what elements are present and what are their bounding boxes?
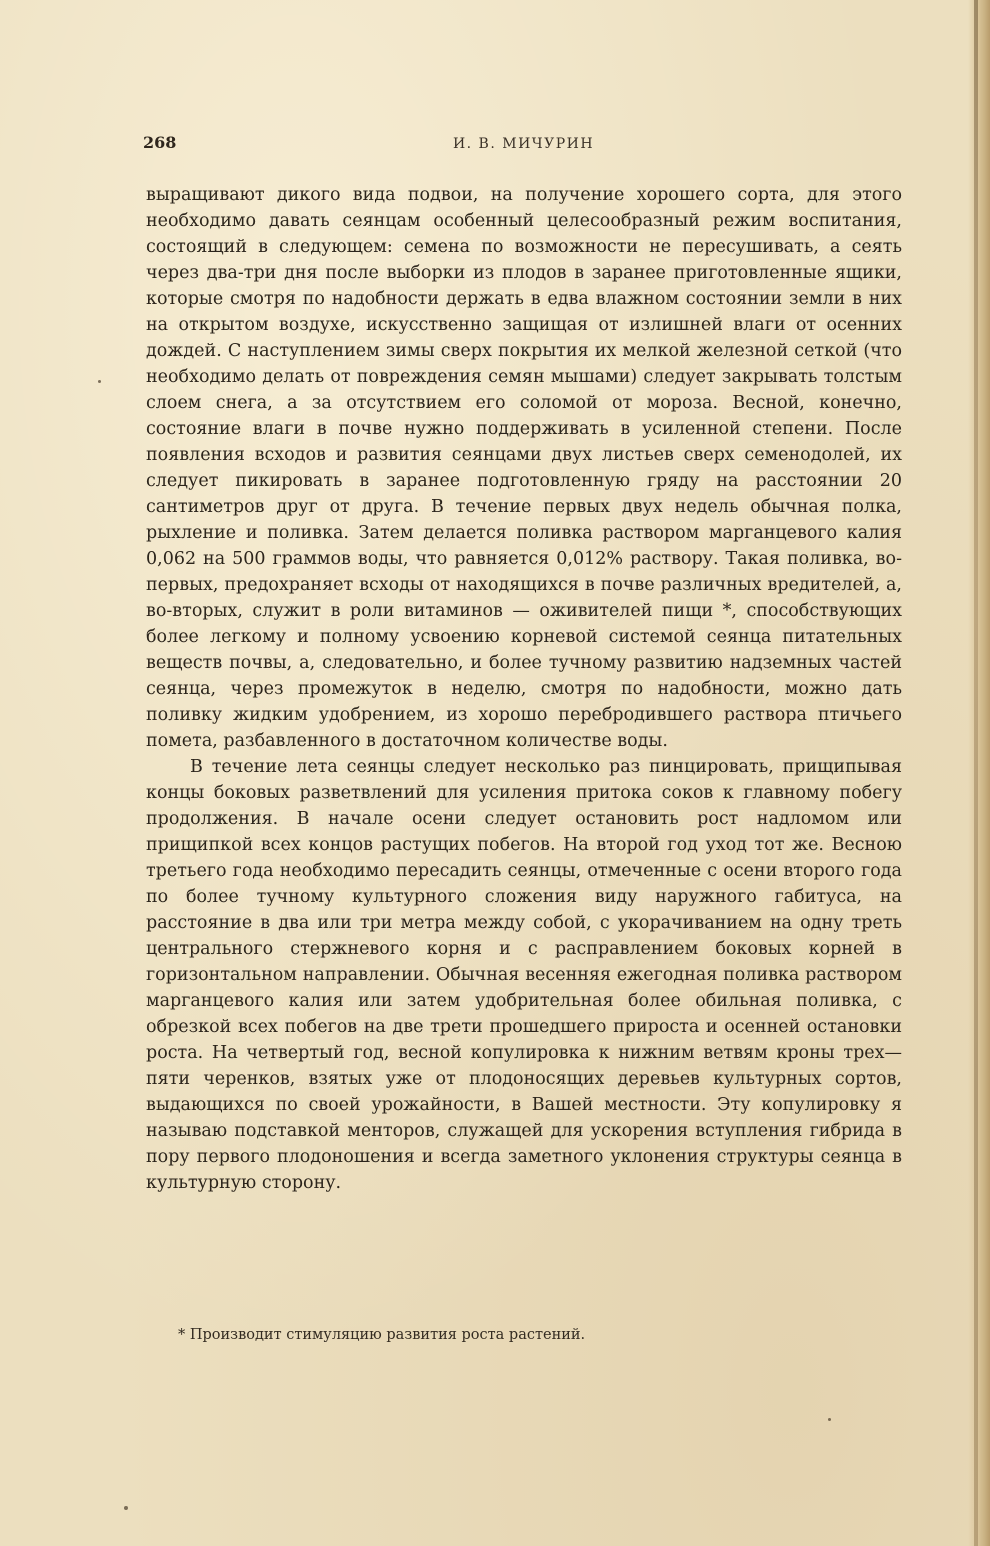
print-speck	[828, 1418, 831, 1421]
paragraph-2: В течение лета сеянцы следует несколько раз пинцировать, прищипывая концы боковых разветвлений для усиления притока соков к главному побегу продолжения. В начале осени следует остановить рост надломом или прищипкой всех концов растущих побегов. На второй год уход тот же. Весною третьего года необходимо пересадить сеянцы, отмеченные с осени второго года по более тучному культурного сложения виду наружного габитуса, на расстояние в два или три метра между собой, с укорачиванием на одну треть центрального стержневого корня и с расправлением боковых корней в горизонтальном направлении. Обычная весенняя ежегодная поливка раствором марганцевого калия или затем удобрительная более обильная поливка, с обрезкой всех побегов на две трети прошедшего прироста и осенней остановки роста. На четвертый год, весной копулировка к нижним ветвям кроны трех—пяти черенков, взятых уже от плодоносящих деревьев культурных сортов, выдающихся по своей урожайности, в Вашей местности. Эту копулировку я называю подставкой менторов, служащей для ускорения вступления гибрида в пору первого плодоношения и всегда заметного уклонения структуры сеянца в культурную сторону.	[146, 757, 902, 1193]
page-header	[143, 133, 901, 157]
running-head-author: И. В. МИЧУРИН	[452, 136, 595, 152]
print-speck	[98, 380, 101, 383]
page-number: 268	[143, 133, 177, 152]
print-speck	[124, 1506, 128, 1510]
paragraph-1: выращивают дикого вида подвои, на получение хорошего сорта, для этого необходимо давать сеянцам особенный целесообразный режим воспитания, состоящий в следующем: семена по возможности не пересушивать, а сеять через два-три дня после выборки из плодов в заранее приготовленные ящики, которые смотря по надобности держать в едва влажном состоянии земли в них на открытом воздухе, искусственно защищая от излишней влаги от осенних дождей. С наступлением зимы сверх покрытия их мелкой железной сеткой (что необходимо делать от повреждения семян мышами) следует закрывать толстым слоем снега, а за отсутствием его соломой от мороза. Весной, конечно, состояние влаги в почве нужно поддерживать в усиленной степени. После появления всходов и развития сеянцами двух листьев сверх семенодолей, их следует пикировать в заранее подготовленную гряду на расстоянии 20 сантиметров друг от друга. В течение первых двух недель обычная полка, рыхление и поливка. Затем делается поливка раствором марганцевого калия 0,062 на 500 граммов воды, что равняется 0,012% раствору. Такая поливка, во-первых, предохраняет всходы от находящихся в почве различных вредителей, а, во-вторых, служит в роли витаминов — оживителей пищи *, способствующих более легкому и полному усвоению корневой системой сеянца питательных веществ почвы, а, следовательно, и более тучному развитию надземных частей сеянца, через промежуток в неделю, смотря по надобности, можно дать поливку жидким удобрением, из хорошо перебродившего раствора птичьего помета, разбавленного в достаточном количестве воды.	[146, 185, 902, 751]
binding-edge	[974, 0, 978, 1546]
footnote: * Производит стимуляцию развития роста растений.	[178, 1327, 586, 1343]
main-text	[146, 182, 902, 1196]
page-edge-shadow	[968, 0, 990, 1546]
